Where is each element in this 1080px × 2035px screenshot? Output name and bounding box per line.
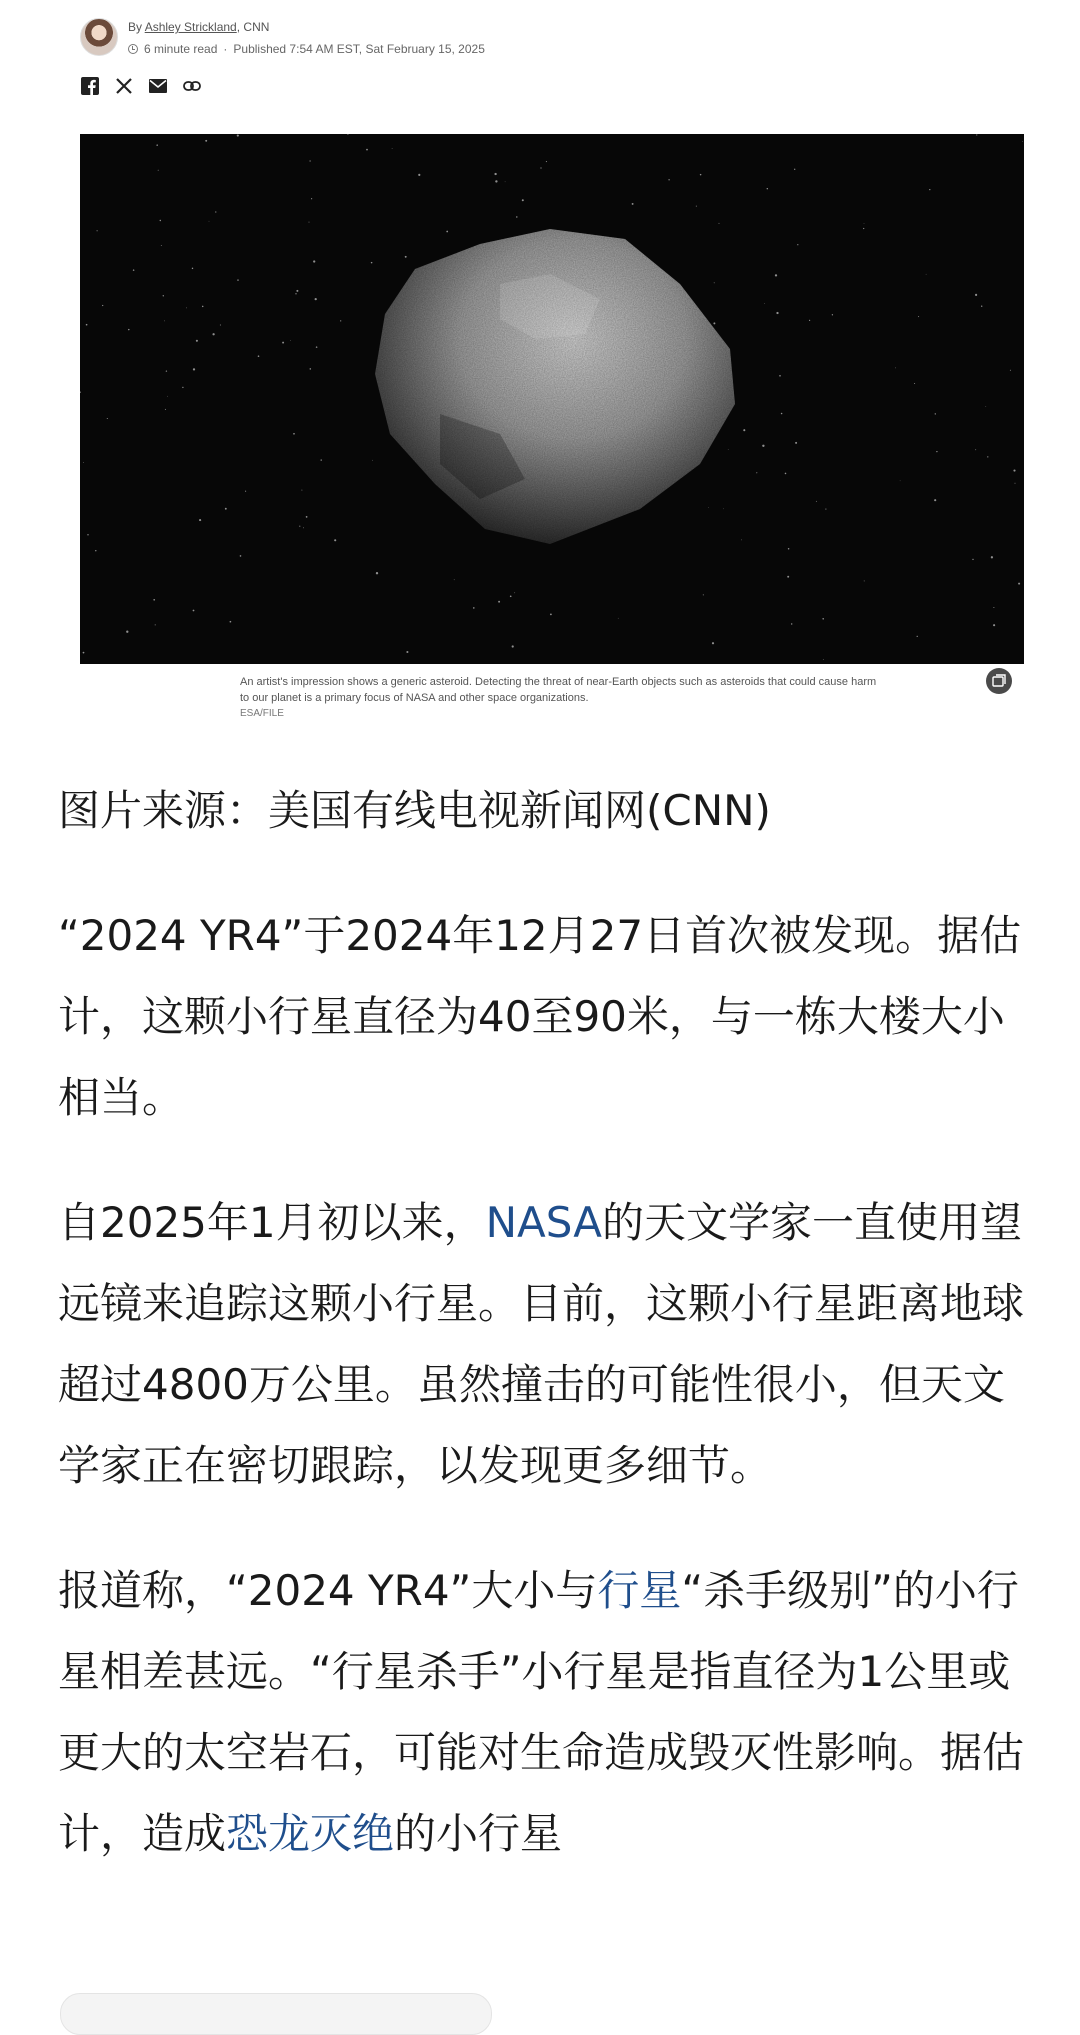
star (83, 462, 84, 463)
star (775, 274, 777, 276)
star (473, 607, 475, 609)
star (985, 406, 986, 407)
star (212, 333, 214, 335)
read-time: 6 minute read (144, 42, 218, 56)
star (713, 322, 715, 324)
star (86, 324, 88, 326)
star (929, 189, 930, 190)
star (795, 442, 797, 444)
author-avatar (80, 18, 118, 56)
star (163, 295, 164, 296)
star (240, 555, 242, 557)
star (237, 279, 238, 280)
p3-text-b: “杀手级别”的小行星相差甚远。“行星杀手”小行星是指直径为1公里或更大的太空岩石，可能对生命造成毁灭性影响。据估计，造成 (58, 1566, 1025, 1858)
published-time: Published 7:54 AM EST, Sat February 15, 2025 (233, 42, 485, 56)
star (299, 526, 300, 527)
star (102, 305, 103, 306)
star (167, 396, 168, 397)
asteroid-hero-image (80, 134, 1024, 664)
star (366, 149, 368, 151)
byline-outlet: , CNN (236, 20, 270, 34)
star (156, 144, 158, 146)
star (719, 223, 720, 224)
asteroid-illustration (80, 134, 1024, 664)
caption-text: An artist's impression shows a generic asteroid. Detecting the threat of near-Earth objects such as asteroids that could cause harm to our planet is a primary focus of NASA and other space organizations. (240, 676, 877, 704)
byline-author-line (128, 20, 269, 34)
star (918, 316, 919, 317)
star (785, 473, 787, 475)
star (712, 642, 714, 644)
star (505, 181, 506, 182)
star (823, 659, 824, 660)
bottom-input-bar[interactable] (60, 1993, 492, 2035)
star (202, 306, 204, 308)
star (756, 472, 757, 473)
star (494, 173, 496, 175)
star (376, 572, 378, 574)
star (454, 579, 455, 580)
star (1010, 370, 1011, 371)
star (160, 220, 161, 221)
star (199, 519, 201, 521)
star (1018, 583, 1020, 585)
star (703, 594, 704, 595)
cnn-screenshot (56, 0, 1024, 728)
star (934, 499, 936, 501)
p2-text-a: 自2025年1月初以来， (58, 1198, 486, 1247)
star (313, 260, 315, 262)
p3-text-a: 报道称，“2024 YR4”大小与 (58, 1566, 598, 1615)
star (1015, 483, 1016, 484)
star (632, 203, 634, 205)
star (540, 167, 541, 168)
paragraph-3 (58, 1550, 1028, 1874)
star (764, 303, 765, 304)
star (514, 592, 515, 593)
star (895, 368, 896, 369)
star (315, 298, 317, 300)
star (306, 516, 308, 518)
star (220, 324, 221, 325)
star (512, 645, 514, 647)
star (192, 268, 193, 269)
link-icon[interactable] (182, 76, 202, 96)
star (301, 490, 302, 491)
star (245, 491, 246, 492)
star (762, 445, 764, 447)
image-source-line: 图片来源：美国有线电视新闻网(CNN) (58, 786, 771, 835)
article-body (58, 770, 1028, 1918)
star (794, 169, 795, 170)
star (371, 262, 373, 264)
gallery-icon[interactable] (986, 668, 1012, 694)
star (309, 160, 310, 161)
meta-separator: · (223, 42, 228, 56)
star (767, 188, 768, 189)
share-row (80, 76, 202, 96)
star (781, 413, 783, 415)
star (155, 624, 156, 625)
star (714, 282, 715, 283)
star (926, 274, 927, 275)
star (311, 198, 312, 199)
star (164, 321, 165, 322)
star (700, 174, 702, 176)
star (128, 329, 129, 330)
star (495, 180, 497, 182)
star (95, 550, 96, 551)
star (153, 599, 155, 601)
star (546, 161, 547, 162)
star (809, 320, 810, 321)
star (309, 222, 310, 223)
star (316, 346, 318, 348)
star (97, 230, 98, 231)
star (618, 618, 619, 619)
star (310, 368, 312, 370)
star (446, 231, 448, 233)
star (282, 342, 284, 344)
clock-icon (128, 44, 138, 54)
paragraph-1: “2024 YR4”于2024年12月27日首次被发现。据估计，这颗小行星直径为40至90米，与一栋大楼大小相当。 (58, 911, 1022, 1122)
star (708, 507, 709, 508)
byline-meta-line (128, 42, 485, 56)
star (418, 174, 420, 176)
star (668, 179, 669, 180)
star (205, 140, 207, 142)
star (975, 294, 977, 296)
star (196, 340, 198, 342)
star (209, 221, 210, 222)
dinosaur-extinction-link[interactable]: 恐龙灭绝 (226, 1809, 395, 1858)
star (900, 480, 901, 481)
star (87, 534, 88, 535)
star (993, 607, 994, 608)
star (935, 413, 936, 414)
star (1022, 141, 1023, 142)
star (182, 387, 183, 388)
star (550, 613, 552, 615)
star (406, 651, 408, 653)
star (510, 595, 512, 597)
star (864, 580, 865, 581)
planet-link[interactable]: 行星 (597, 1566, 682, 1615)
star (993, 624, 995, 626)
star (696, 206, 697, 207)
star (166, 370, 167, 371)
star (976, 134, 977, 135)
star (832, 314, 833, 315)
star (193, 610, 195, 612)
star (743, 429, 745, 431)
star (791, 623, 792, 624)
p3-text-c: 的小行星 (394, 1809, 563, 1858)
star (1013, 470, 1015, 472)
star (158, 170, 159, 171)
star (788, 548, 790, 550)
star (914, 383, 915, 384)
star (723, 508, 724, 509)
star (936, 451, 937, 452)
star (797, 244, 798, 245)
byline (80, 18, 780, 68)
star (498, 601, 500, 603)
paragraph-2 (58, 1182, 1028, 1506)
star (186, 308, 187, 309)
star (975, 449, 976, 450)
star (787, 576, 789, 578)
author-link[interactable]: Ashley Strickland (144, 20, 237, 34)
star (728, 449, 729, 450)
star (230, 621, 232, 623)
star (516, 216, 517, 217)
star (334, 539, 336, 541)
star (161, 245, 162, 246)
byline-prefix: By (128, 20, 145, 34)
star (290, 340, 291, 341)
star (133, 269, 135, 271)
x-icon[interactable] (114, 76, 134, 96)
star (193, 368, 195, 370)
star (972, 559, 973, 560)
star (981, 306, 982, 307)
caption-credit: ESA/FILE (240, 708, 284, 719)
star (776, 312, 778, 314)
star (303, 527, 304, 528)
star (225, 508, 227, 510)
star (215, 211, 216, 212)
star (83, 652, 85, 654)
hero-caption (240, 674, 880, 722)
star (372, 460, 373, 461)
star (864, 223, 865, 224)
star (987, 456, 988, 457)
nasa-link[interactable]: NASA (485, 1198, 602, 1247)
star (340, 320, 341, 321)
star (522, 199, 524, 201)
star (258, 355, 260, 357)
star (321, 459, 322, 460)
star (917, 636, 918, 637)
star (165, 409, 166, 410)
facebook-icon[interactable] (80, 76, 100, 96)
star (293, 433, 295, 435)
p2-text-b: 的天文学家一直使用望远镜来追踪这颗小行星。目前，这颗小行星距离地球超过4800万公里。虽然撞击的可能性很小，但天文学家正在密切跟踪，以发现更多细节。 (58, 1198, 1025, 1490)
star (295, 293, 296, 294)
star (825, 509, 826, 510)
star (741, 540, 742, 541)
star (405, 256, 407, 258)
star (126, 631, 128, 633)
star (816, 501, 817, 502)
star (779, 375, 781, 377)
email-icon[interactable] (148, 76, 168, 96)
star (822, 618, 824, 620)
star (107, 418, 108, 419)
star (863, 228, 864, 229)
star (991, 556, 993, 558)
star (237, 135, 239, 137)
star (392, 148, 393, 149)
star (296, 290, 298, 292)
